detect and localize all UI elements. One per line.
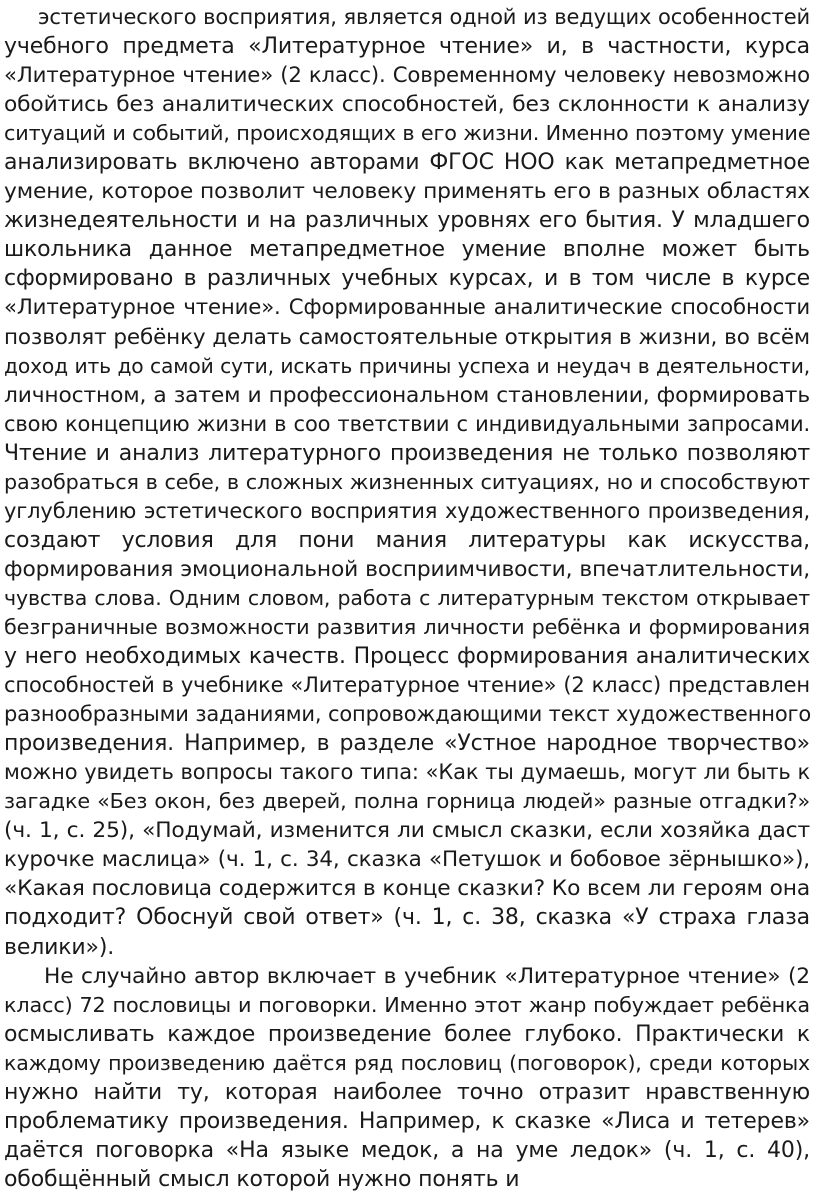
text-line: класс) 72 пословицы и поговорки. Именно этот жанр побуждает ребёнка bbox=[4, 992, 810, 1017]
text-line: «Литературное чтение». Сформированные аналитические способности bbox=[4, 295, 810, 321]
text-line: анализировать включено авторами ФГОС НОО как метапредметное bbox=[4, 150, 810, 176]
text-line: формирования эмоциональной восприимчивости, впечатлительности, bbox=[4, 556, 810, 582]
text-line: жизнедеятельности и на различных уровнях его бытия. У младшего bbox=[4, 208, 810, 234]
text-line: учебного предмета «Литературное чтение» и, в частности, курса bbox=[4, 34, 810, 60]
text-line: проблематику произведения. Например, к сказке «Лиса и тетерев» bbox=[4, 1108, 810, 1134]
text-line: углублению эстетического восприятия художественного произведения, bbox=[4, 498, 810, 523]
text-line: «Какая пословица содержится в конце сказки? Ко всем ли героям она bbox=[4, 876, 810, 902]
text-line: чувства слова. Одним словом, работа с литературным текстом открывает bbox=[4, 585, 810, 610]
text-line: позволят ребёнку делать самостоятельные открытия в жизни, во всём bbox=[4, 324, 810, 350]
text-line: Чтение и анализ литературного произведения не только позволяют bbox=[4, 440, 810, 466]
text-line: обобщённый смысл которой нужно понять и bbox=[4, 1166, 520, 1192]
text-line: «Литературное чтение» (2 класс). Современному человеку невозможно bbox=[4, 63, 810, 89]
text-line: можно увидеть вопросы такого типа: «Как ты думаешь, могут ли быть к bbox=[4, 760, 810, 785]
text-line: (ч. 1, с. 25), «Подумай, изменится ли смысл сказки, если хозяйка даст bbox=[4, 818, 810, 844]
text-line: велики»). bbox=[4, 934, 115, 960]
text-line: умение, которое позволит человеку применять его в разных областях bbox=[4, 179, 810, 205]
text-line: произведения. Например, в разделе «Устное народное творчество» bbox=[4, 731, 810, 757]
text-line: подходит? Обоснуй свой ответ» (ч. 1, с. 38, сказка «У страха глаза bbox=[4, 905, 810, 931]
text-line: нужно найти ту, которая наиболее точно отразит нравственную bbox=[4, 1079, 810, 1105]
text-line: личностном, а затем и профессиональном становлении, формировать bbox=[4, 382, 810, 408]
text-line: создают условия для пони мания литературы как искусства, bbox=[4, 527, 810, 553]
text-line: курочке маслица» (ч. 1, с. 34, сказка «Петушок и бобовое зёрнышко»), bbox=[4, 847, 810, 873]
text-line: даётся поговорка «На языке медок, а на уме ледок» (ч. 1, с. 40), bbox=[4, 1137, 810, 1163]
text-line: обойтись без аналитических способностей, без склонности к анализу bbox=[4, 92, 810, 118]
text-line: у него необходимых качеств. Процесс формирования аналитических bbox=[4, 644, 810, 670]
text-line: способностей в учебнике «Литературное чтение» (2 класс) представлен bbox=[4, 673, 810, 698]
text-line: свою концепцию жизни в соо тветствии с индивидуальными запросами. bbox=[4, 411, 810, 436]
text-line: осмысливать каждое произведение более глубоко. Практически к bbox=[4, 1021, 810, 1047]
text-line: ситуаций и событий, происходящих в его жизни. Именно поэтому умение bbox=[4, 121, 811, 146]
text-line: каждому произведению даётся ряд пословиц (поговорок), среди которых bbox=[4, 1050, 810, 1075]
paragraph bbox=[4, 962, 810, 1194]
text-line: разнообразными заданиями, сопровождающими текст художественного bbox=[4, 702, 812, 727]
text-line: Не случайно автор включает в учебник «Литературное чтение» (2 bbox=[44, 963, 810, 989]
paragraph bbox=[4, 3, 810, 962]
text-line: сформировано в различных учебных курсах, и в том числе в курсе bbox=[4, 266, 810, 292]
text-line: разобраться в себе, в сложных жизненных ситуациях, но и способствуют bbox=[4, 469, 810, 494]
text-line: школьника данное метапредметное умение вполне может быть bbox=[4, 237, 810, 263]
text-line: загадке «Без окон, без дверей, полна горница людей» разные отгадки?» bbox=[4, 789, 810, 814]
text-line: безграничные возможности развития личности ребёнка и формирования bbox=[4, 614, 810, 639]
text-line: доход ить до самой сути, искать причины успеха и неудач в деятельности, bbox=[4, 353, 810, 378]
text-line: эстетического восприятия, является одной из ведущих особенностей bbox=[38, 5, 810, 29]
